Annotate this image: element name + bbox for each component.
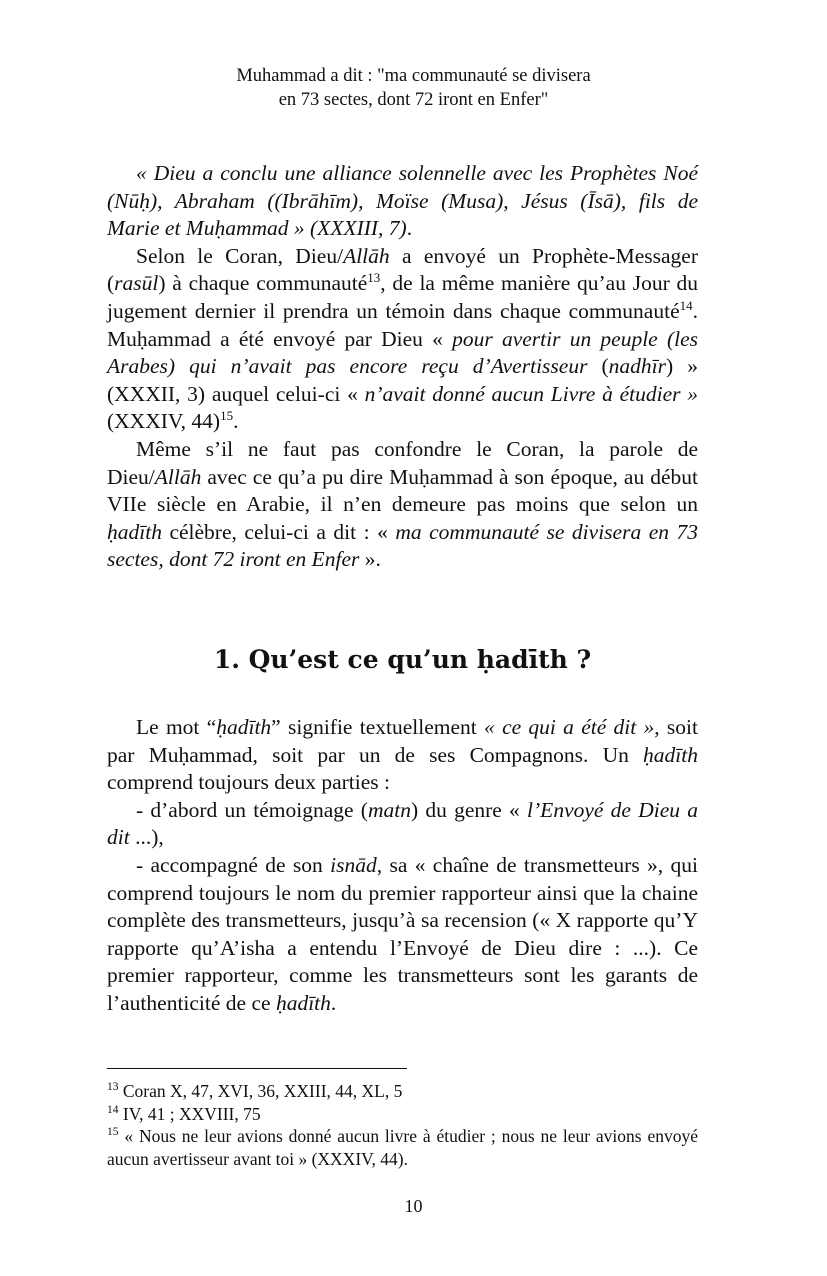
text-run: . <box>330 990 337 1015</box>
term-matn: matn <box>367 797 411 822</box>
text-run: , soit par Muḥammad, soit par un de ses Compagnons. Un <box>107 715 698 767</box>
text-run: - accompagné de son <box>136 852 331 877</box>
paragraph-hadith-famous <box>107 436 698 574</box>
term-hadith: ḥadīth <box>216 715 272 739</box>
quote-end: . <box>406 216 413 241</box>
footnote-text: « Nous ne leur avions donné aucun livre à étudier ; nous ne leur avions envoyé aucun avertisseur avant toi » (XXXIV, 44). <box>107 1126 698 1169</box>
section-heading: 1. Qu’est ce qu’un ḥadīth ? <box>213 645 592 674</box>
quote-italic: l’Envoyé de Dieu a dit <box>107 797 698 850</box>
text-run: ) du genre « <box>410 797 528 822</box>
text-run: . Muḥammad a été envoyé par Dieu « <box>107 298 698 351</box>
text-run: Selon le Coran, Dieu/ <box>136 243 344 268</box>
page-number: 10 <box>404 1196 423 1216</box>
text-run: ». <box>359 547 381 572</box>
text-run: célèbre, celui-ci a dit : « <box>161 519 396 544</box>
term-hadith: ḥadīth <box>643 742 698 767</box>
body-text-block-1 <box>107 160 698 574</box>
footnote-ref-14[interactable]: 14 <box>679 297 693 313</box>
footnotes <box>107 1080 698 1170</box>
term-allah: Allāh <box>154 464 202 489</box>
term-isnad: isnād <box>330 852 377 877</box>
quote-italic: ma communauté se divisera en 73 sectes, dont 72 iront en Enfer <box>107 519 698 572</box>
footnote-number: 15 <box>107 1126 119 1139</box>
text-run: avec ce qu’a pu dire Muḥammad à son époque, au début VIIe siècle en Arabie, il n’en demeure pas moins que selon un <box>107 464 698 517</box>
text-run: - d’abord un témoignage ( <box>136 797 368 822</box>
running-header-line-2: en 73 sectes, dont 72 iront en Enfer" <box>278 90 549 110</box>
paragraph-matn <box>107 797 698 852</box>
text-run: a envoyé un Prophète-Messager ( <box>107 243 698 296</box>
term-hadith: ḥadīth <box>275 990 331 1015</box>
running-header <box>0 64 827 112</box>
text-run: Le mot “ <box>136 715 217 739</box>
text-run: ” signifie textuellement <box>271 715 485 739</box>
footnote-number: 14 <box>107 1103 119 1116</box>
footnote-13 <box>107 1080 698 1103</box>
paragraph-definition <box>107 714 698 797</box>
paragraph-quote <box>107 160 698 243</box>
quote-italic: pour avertir un peuple (les Arabes) qui n’avait pas encore reçu d’Avertisseur <box>107 326 698 379</box>
body-text-block-2 <box>107 714 698 1018</box>
footnote-14 <box>107 1103 698 1126</box>
text-run: (XXXIV, 44) <box>107 409 221 434</box>
paragraph-prophets <box>107 243 698 436</box>
text-run: ) à chaque communauté <box>158 271 368 296</box>
text-run: ) » (XXXII, 3) auquel celui-ci « <box>107 354 698 406</box>
footnote-divider <box>107 1068 407 1069</box>
footnote-ref-13[interactable]: 13 <box>367 270 381 286</box>
term-nadhir: nadhīr <box>608 354 667 379</box>
text-run: comprend toujours deux parties : <box>107 770 391 795</box>
text-run: , sa « chaîne de transmetteurs », qui comprend toujours le nom du premier rapporteur ainsi que la chaine complète des transmetteurs, jusqu’à sa recension (« X rapporte qu’Y rapporte qu’A’isha a entendu l’Envoyé de Dieu dire : ...). Ce premier rapporteur, comme les transmetteurs sont les garants de l’authenticité de ce <box>107 852 698 1015</box>
footnote-15 <box>107 1125 698 1170</box>
term-allah: Allāh <box>343 243 390 268</box>
paragraph-isnad <box>107 852 698 1018</box>
term-hadith: ḥadīth <box>107 519 162 544</box>
text-run: , de la même manière qu’au Jour du jugement dernier il prendra un témoin dans chaque communauté <box>107 271 698 323</box>
text-run: Même s’il ne faut pas confondre le Coran, la parole de Dieu/ <box>107 436 698 489</box>
footnote-number: 13 <box>107 1081 119 1094</box>
running-header-line-1: Muhammad a dit : "ma communauté se divisera <box>236 66 591 86</box>
footnote-text: IV, 41 ; XXVIII, 75 <box>118 1103 261 1124</box>
footnote-ref-15[interactable]: 15 <box>220 408 234 424</box>
text-run: ( <box>587 354 609 379</box>
quote-italic: n’avait donné aucun Livre à étudier » <box>364 381 698 406</box>
quote-italic: « ce qui a été dit » <box>484 715 655 739</box>
text-run: . <box>233 409 239 434</box>
text-run: ...), <box>129 825 164 850</box>
quote-text: « Dieu a conclu une alliance solennelle avec les Prophètes Noé (Nūḥ), Abraham ((Ibrāhīm), Moïse (Musa), Jésus (Īsā), fils de Marie et Muḥammad » (XXXIII, 7) <box>107 161 698 241</box>
term-rasul: rasūl <box>114 271 159 296</box>
footnote-text: Coran X, 47, XVI, 36, XXIII, 44, XL, 5 <box>118 1081 403 1101</box>
